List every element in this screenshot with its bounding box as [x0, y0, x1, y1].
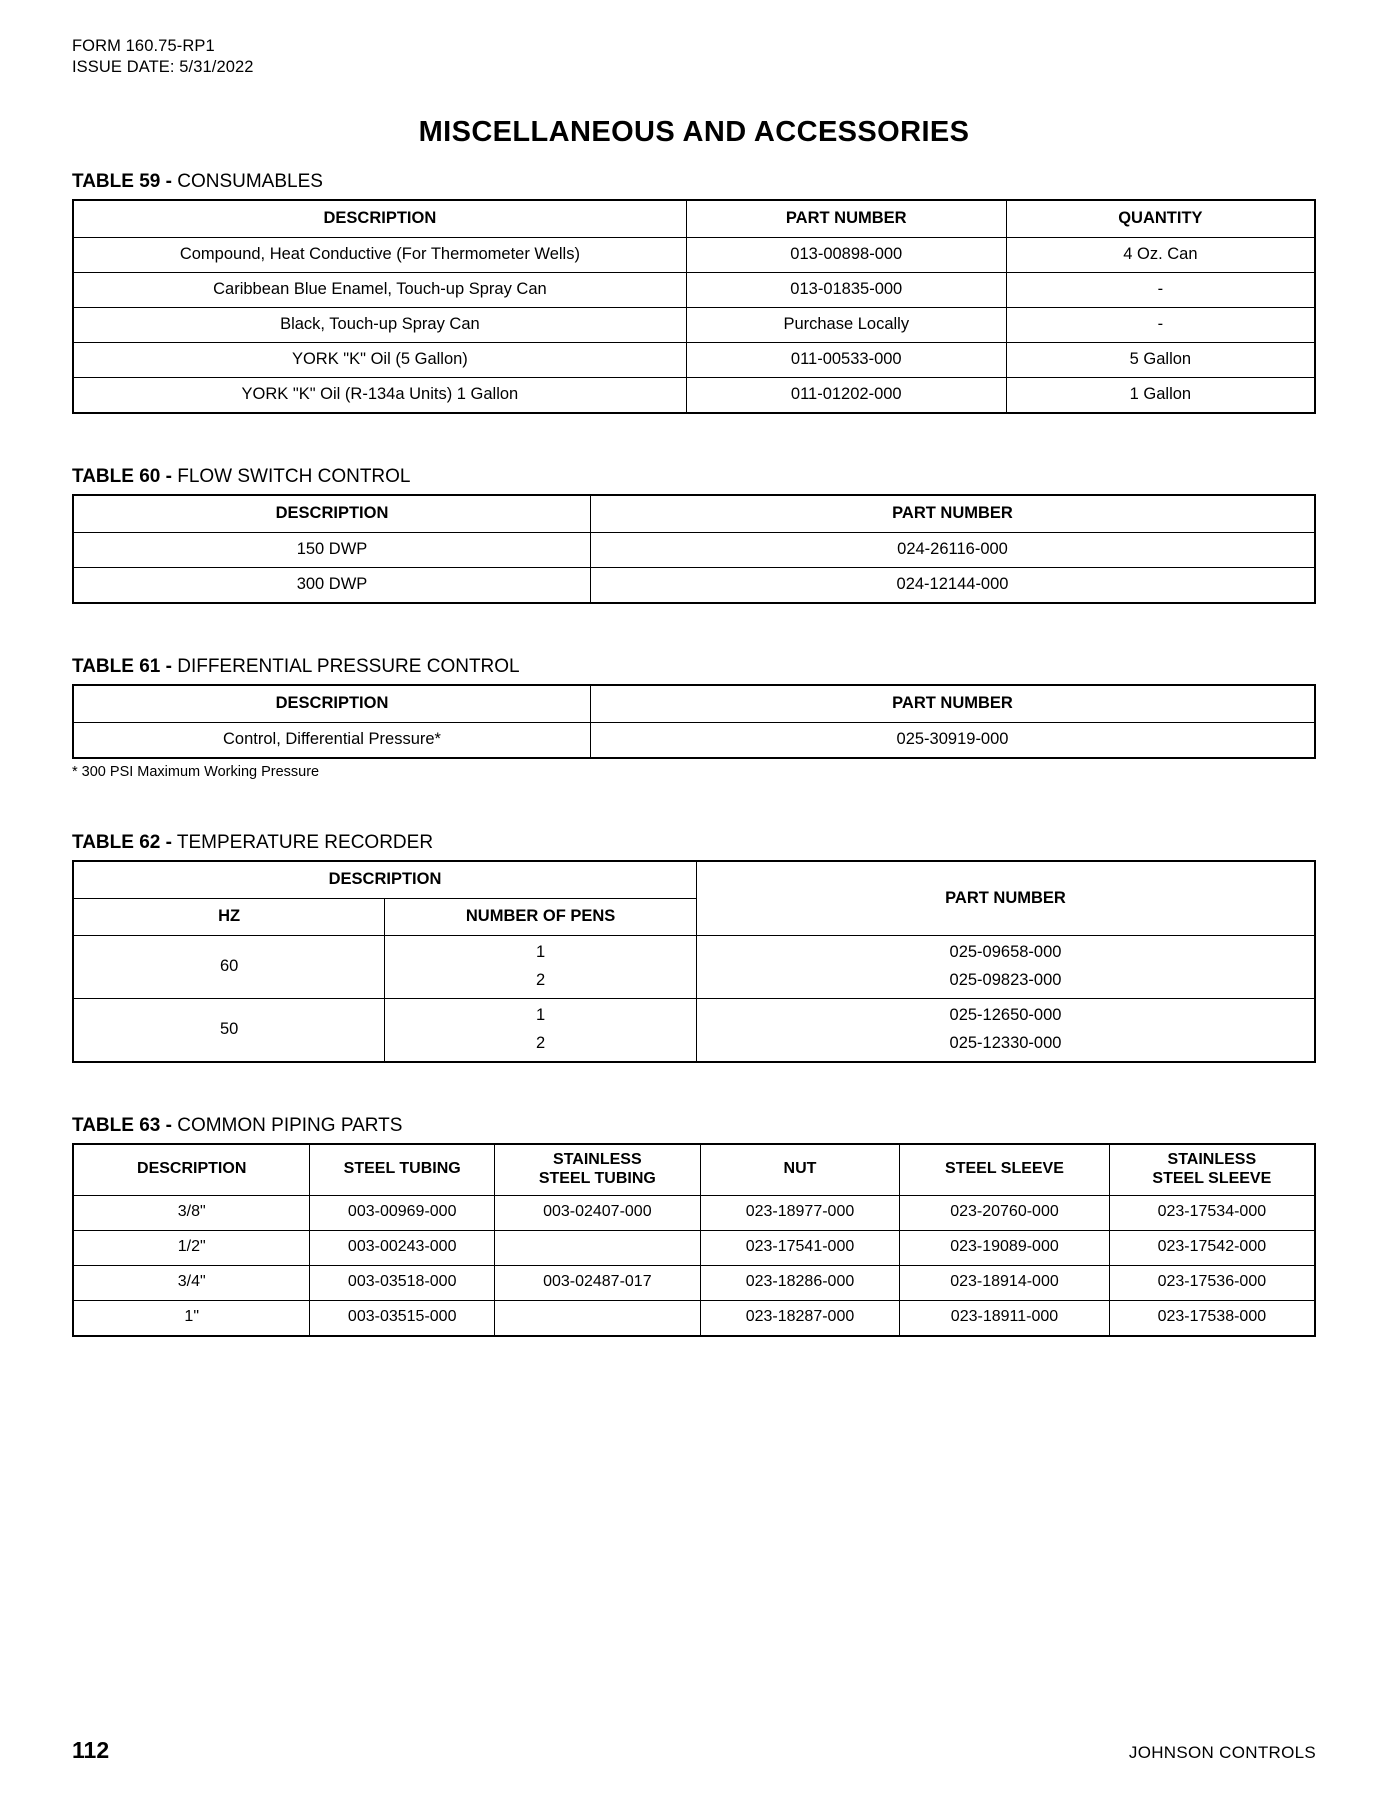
- table-60-caption: [72, 466, 1316, 488]
- cell-nut: 023-18286-000: [700, 1265, 900, 1300]
- column-header-steel-sleeve: [900, 1144, 1109, 1195]
- part-number-subtable: [705, 1002, 1306, 1058]
- table-62-name: TEMPERATURE RECORDER: [176, 832, 434, 853]
- column-header-part-number: PART NUMBER: [696, 861, 1315, 936]
- column-header-hz: HZ: [73, 899, 385, 936]
- table-59-consumables: [72, 199, 1316, 414]
- column-header-stainless-steel-sleeve: [1109, 1144, 1315, 1195]
- cell-number-of-pens-group: [385, 936, 697, 999]
- column-header-quantity: QUANTITY: [1006, 200, 1315, 238]
- cell-stainless-steel-tubing: [494, 1300, 700, 1336]
- cell-description: Control, Differential Pressure*: [73, 723, 591, 759]
- cell-pens: 2: [536, 1034, 546, 1053]
- table-63-common-piping-parts: [72, 1143, 1316, 1337]
- cell-pens: 2: [536, 971, 546, 990]
- cell-quantity: 5 Gallon: [1006, 343, 1315, 378]
- cell-steel-sleeve: 023-19089-000: [900, 1230, 1109, 1265]
- column-header-part-number: PART NUMBER: [686, 200, 1006, 238]
- cell-description: YORK "K" Oil (R-134a Units) 1 Gallon: [73, 378, 686, 414]
- table-row: [73, 568, 1315, 604]
- table-row: [73, 1300, 1315, 1336]
- document-header: [72, 36, 1316, 78]
- table-row: [73, 533, 1315, 568]
- cell-part-number: 013-01835-000: [686, 273, 1006, 308]
- header-line-1: STEEL SLEEVE: [945, 1160, 1064, 1178]
- table-row: [73, 308, 1315, 343]
- cell-stainless-steel-sleeve: 023-17534-000: [1109, 1195, 1315, 1230]
- page-footer: [72, 1737, 1316, 1764]
- header-line-1: STEEL TUBING: [343, 1160, 461, 1178]
- header-line-2: STEEL TUBING: [538, 1169, 656, 1187]
- header-line-2: STEEL SLEEVE: [1152, 1169, 1272, 1187]
- table-59-name: CONSUMABLES: [177, 171, 323, 192]
- header-line-1: NUT: [783, 1160, 817, 1178]
- header-line-1: STAINLESS: [553, 1151, 642, 1168]
- cell-hz: 50: [73, 999, 385, 1063]
- cell-description: 1": [73, 1300, 310, 1336]
- table-60-name: FLOW SWITCH CONTROL: [177, 466, 411, 487]
- sub-row: [705, 967, 1306, 995]
- cell-part-number: 025-09823-000: [949, 971, 1062, 990]
- cell-part-number: 025-30919-000: [591, 723, 1316, 759]
- table-60-number: TABLE 60 -: [72, 466, 172, 487]
- cell-quantity: 1 Gallon: [1006, 378, 1315, 414]
- cell-steel-tubing: 003-03518-000: [310, 1265, 495, 1300]
- table-63-caption: [72, 1115, 1316, 1137]
- cell-part-number: 024-12144-000: [591, 568, 1316, 604]
- column-header-description: DESCRIPTION: [73, 495, 591, 533]
- form-number: FORM 160.75-RP1: [72, 37, 215, 55]
- table-61-footnote: * 300 PSI Maximum Working Pressure: [72, 764, 320, 780]
- table-header-row: [73, 685, 1315, 723]
- cell-part-number: 011-00533-000: [686, 343, 1006, 378]
- cell-quantity: 4 Oz. Can: [1006, 238, 1315, 273]
- cell-stainless-steel-sleeve: 023-17542-000: [1109, 1230, 1315, 1265]
- cell-part-number-group: [696, 936, 1315, 999]
- table-row: [73, 273, 1315, 308]
- page-number: 112: [72, 1737, 110, 1763]
- column-header-description: DESCRIPTION: [73, 685, 591, 723]
- table-header-row: [73, 200, 1315, 238]
- column-header-description: DESCRIPTION: [73, 200, 686, 238]
- section-spacer: [72, 780, 1316, 810]
- cell-nut: 023-17541-000: [700, 1230, 900, 1265]
- table-59-number: TABLE 59 -: [72, 171, 172, 192]
- cell-part-number: 013-00898-000: [686, 238, 1006, 273]
- cell-steel-sleeve: 023-20760-000: [900, 1195, 1109, 1230]
- table-61-differential-pressure-control: [72, 684, 1316, 759]
- table-header-row: [73, 1144, 1315, 1195]
- cell-description: Black, Touch-up Spray Can: [73, 308, 686, 343]
- cell-description: 3/4": [73, 1265, 310, 1300]
- table-62-temperature-recorder: [72, 860, 1316, 1063]
- column-header-description: [73, 1144, 310, 1195]
- column-header-part-number: PART NUMBER: [591, 685, 1316, 723]
- table-row: [73, 238, 1315, 273]
- cell-stainless-steel-tubing: 003-02407-000: [494, 1195, 700, 1230]
- sub-row: [393, 1002, 688, 1030]
- table-62-number: TABLE 62 -: [72, 832, 172, 853]
- sub-row: [705, 939, 1306, 967]
- cell-description: 3/8": [73, 1195, 310, 1230]
- cell-steel-tubing: 003-03515-000: [310, 1300, 495, 1336]
- cell-part-number: Purchase Locally: [686, 308, 1006, 343]
- cell-steel-tubing: 003-00969-000: [310, 1195, 495, 1230]
- sub-row: [705, 1002, 1306, 1030]
- table-row: [73, 343, 1315, 378]
- header-line-1: STAINLESS: [1167, 1151, 1257, 1168]
- page-title: MISCELLANEOUS AND ACCESSORIES: [418, 116, 970, 148]
- sub-row: [393, 939, 688, 967]
- table-row: [73, 936, 1315, 999]
- column-header-number-of-pens: NUMBER OF PENS: [385, 899, 697, 936]
- column-header-part-number: PART NUMBER: [591, 495, 1316, 533]
- table-row: [73, 999, 1315, 1063]
- column-header-steel-tubing: [310, 1144, 495, 1195]
- cell-part-number: 025-12330-000: [949, 1034, 1062, 1053]
- cell-steel-sleeve: 023-18911-000: [900, 1300, 1109, 1336]
- pens-subtable: [393, 1002, 688, 1058]
- column-header-nut: [700, 1144, 900, 1195]
- cell-quantity: -: [1006, 308, 1315, 343]
- table-59-caption: [72, 171, 1316, 193]
- cell-pens: 1: [536, 943, 546, 962]
- table-61-caption: [72, 656, 1316, 678]
- sub-row: [393, 1030, 688, 1058]
- table-row: [73, 378, 1315, 414]
- cell-stainless-steel-tubing: [494, 1230, 700, 1265]
- cell-description: YORK "K" Oil (5 Gallon): [73, 343, 686, 378]
- cell-part-number-group: [696, 999, 1315, 1063]
- sub-row: [705, 1030, 1306, 1058]
- table-row: [73, 723, 1315, 759]
- cell-stainless-steel-sleeve: 023-17538-000: [1109, 1300, 1315, 1336]
- table-62-caption: [72, 832, 1316, 854]
- cell-steel-tubing: 003-00243-000: [310, 1230, 495, 1265]
- column-header-stainless-steel-tubing: [494, 1144, 700, 1195]
- issue-date: ISSUE DATE: 5/31/2022: [72, 58, 254, 76]
- table-60-flow-switch-control: [72, 494, 1316, 604]
- pens-subtable: [393, 939, 688, 995]
- table-61-number: TABLE 61 -: [72, 656, 172, 677]
- cell-part-number: 024-26116-000: [591, 533, 1316, 568]
- cell-part-number: 025-09658-000: [949, 943, 1062, 962]
- cell-quantity: -: [1006, 273, 1315, 308]
- column-header-description-group: DESCRIPTION: [73, 861, 696, 899]
- cell-stainless-steel-tubing: 003-02487-017: [494, 1265, 700, 1300]
- cell-description: Compound, Heat Conductive (For Thermometer Wells): [73, 238, 686, 273]
- cell-part-number: 011-01202-000: [686, 378, 1006, 414]
- section-spacer: [72, 1063, 1316, 1093]
- cell-number-of-pens-group: [385, 999, 697, 1063]
- table-row: [73, 1195, 1315, 1230]
- table-row: [73, 1230, 1315, 1265]
- table-header-row: [73, 495, 1315, 533]
- cell-nut: 023-18977-000: [700, 1195, 900, 1230]
- table-63-number: TABLE 63 -: [72, 1115, 172, 1136]
- part-number-subtable: [705, 939, 1306, 995]
- cell-description: 150 DWP: [73, 533, 591, 568]
- cell-steel-sleeve: 023-18914-000: [900, 1265, 1109, 1300]
- table-header-row-group: [73, 861, 1315, 899]
- section-spacer: [72, 604, 1316, 634]
- cell-description: 1/2": [73, 1230, 310, 1265]
- cell-pens: 1: [536, 1006, 546, 1025]
- section-spacer: [72, 414, 1316, 444]
- header-line-1: DESCRIPTION: [137, 1160, 247, 1178]
- cell-hz: 60: [73, 936, 385, 999]
- cell-nut: 023-18287-000: [700, 1300, 900, 1336]
- cell-part-number: 025-12650-000: [949, 1006, 1062, 1025]
- footer-brand: JOHNSON CONTROLS: [1128, 1743, 1316, 1762]
- table-63-name: COMMON PIPING PARTS: [177, 1115, 403, 1136]
- table-61-name: DIFFERENTIAL PRESSURE CONTROL: [177, 656, 520, 677]
- sub-row: [393, 967, 688, 995]
- cell-stainless-steel-sleeve: 023-17536-000: [1109, 1265, 1315, 1300]
- cell-description: 300 DWP: [73, 568, 591, 604]
- cell-description: Caribbean Blue Enamel, Touch-up Spray Can: [73, 273, 686, 308]
- table-row: [73, 1265, 1315, 1300]
